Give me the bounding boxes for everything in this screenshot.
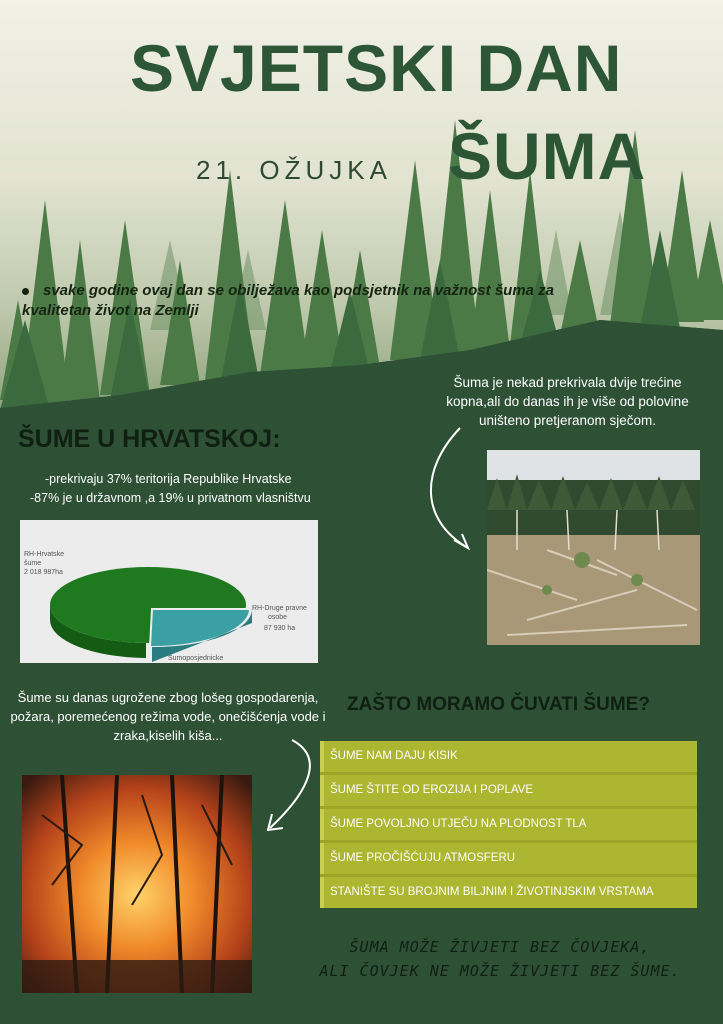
- croatia-heading: ŠUME U HRVATSKOJ:: [18, 425, 281, 453]
- croatia-fact-2: -87% je u državnom ,a 19% u privatnom vlasništvu: [30, 491, 311, 505]
- title-line-2: ŠUMA: [448, 119, 647, 193]
- deforestation-text: Šuma je nekad prekrivala dvije trećine kopna,ali do danas ih je više od polovine uništeno pretjeranom sječom.: [446, 375, 689, 428]
- reason-item: ŠUME ŠTITE OD EROZIJA I POPLAVE: [320, 775, 697, 806]
- bullet-text: svake godine ovaj dan se obilježava kao podsjetnik na važnost šuma za kvalitetan život na Zemlji: [22, 282, 555, 319]
- reason-item: ŠUME POVOLJNO UTJEČU NA PLODNOST TLA: [320, 809, 697, 840]
- closing-quote: [300, 935, 700, 983]
- title-line-1: SVJETSKI DAN: [130, 31, 623, 105]
- quote-line-1: ŠUMA MOŽE ŽIVJETI BEZ ČOVJEKA,: [349, 938, 651, 956]
- pie-label-1-line2: šume: [24, 560, 42, 567]
- reason-item: ŠUME PROČIŠĆUJU ATMOSFERU: [320, 843, 697, 874]
- threat-text: Šume su danas ugrožene zbog lošeg gospodarenja, požara, poremećenog režima vode, onečišćenja vode i zraka,kiselih kiša...: [10, 690, 326, 743]
- pie-label-2-line1: RH-Druge pravne: [252, 605, 307, 612]
- croatia-fact-1: -prekrivaju 37% teritorija Republike Hrvatske: [45, 472, 292, 486]
- forest-fire-photo: [22, 775, 252, 993]
- reasons-list: [320, 741, 697, 908]
- date-label: 21. OŽUJKA: [196, 155, 392, 185]
- deforestation-photo: [487, 450, 700, 645]
- pie-value-2: 87 930 ha: [264, 625, 296, 632]
- quote-line-2: ALI ČOVJEK NE MOŽE ŽIVJETI BEZ ŠUME.: [319, 962, 681, 980]
- intro-bullet: [22, 281, 622, 321]
- pie-label-2-line2: osobe: [268, 614, 288, 621]
- ownership-pie: [20, 520, 318, 663]
- pie-value-1: 2 018 987ha: [24, 569, 63, 576]
- reason-item: ŠUME NAM DAJU KISIK: [320, 741, 697, 772]
- pie-slice-other: [150, 609, 250, 647]
- pie-label-3: Šumoposjednicke: [168, 655, 224, 662]
- ownership-chart: [20, 520, 318, 663]
- why-heading: ZAŠTO MORAMO ČUVATI ŠUME?: [347, 694, 650, 715]
- bullet-icon: [22, 288, 29, 295]
- reason-item: STANIŠTE SU BROJNIM BILJNIM I ŽIVOTINJSKIM VRSTAMA: [320, 877, 697, 908]
- pie-label-1-line1: RH-Hrvatske: [24, 551, 65, 558]
